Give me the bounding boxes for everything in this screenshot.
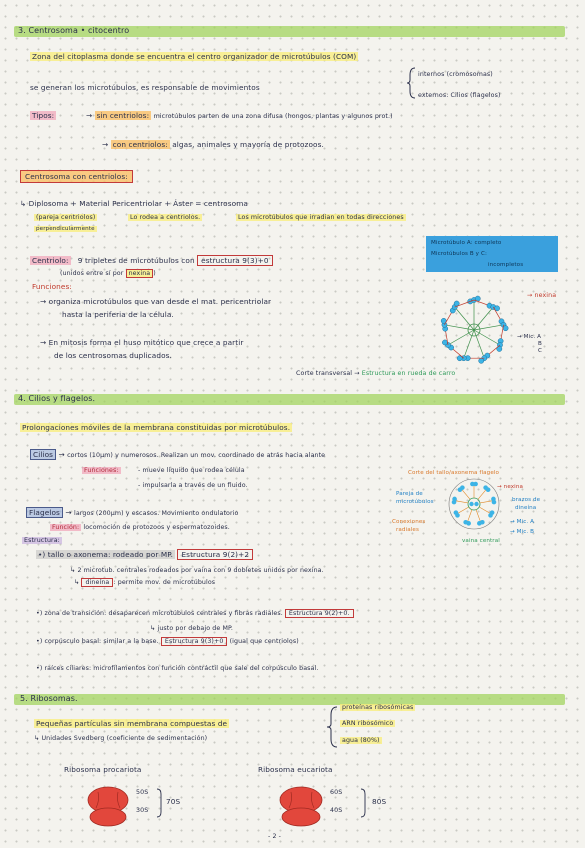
cilios-flagelos-definition: Prolongaciones móviles de la membrana constituidas por microtúbulos. <box>22 423 291 432</box>
tallo-description: ↳ 2 microtub. centrales rodeados por vaina con 9 dobletes unidos por nexina. <box>70 567 324 574</box>
ribosoma-procariota-icon <box>84 786 134 828</box>
procariota-subunidad-mayor: 50S <box>136 789 149 796</box>
axonema-microtubulos-label: microtúbulos <box>396 499 434 505</box>
cilios-definition: Cilios → cortos (10µm) y numerosos. Realizan un mov. coordinado de atrás hacia alante <box>30 450 325 461</box>
axonema-nexina-label: → nexina <box>497 484 523 490</box>
componente-agua: agua (80%) <box>342 737 380 744</box>
dineina-note: ↳ dineína : permite mov. de microtúbulos <box>74 579 216 586</box>
eucariota-subunidad-menor: 40S <box>330 807 343 814</box>
tipos-label: Tipos: <box>32 111 55 120</box>
triplet-microtubule <box>479 358 484 363</box>
tipo-sin-centriolos: → sin centriolos: microtúbulos parten de una zona difusa (hongos, plantas y algunos prot.) <box>86 111 393 120</box>
axonema-dineina-label: dineína <box>515 505 537 511</box>
cartwheel-mic-a-label: → Mic. A <box>517 334 542 340</box>
cartwheel-mic-c-label: C <box>538 348 543 354</box>
axonema-pareja-label: Pareja de <box>396 491 423 497</box>
ribosomas-definition: Pequeñas partículas sin membrana compuestas de <box>36 719 228 728</box>
estructura-label: Estructura: <box>24 537 60 544</box>
axonema-brazos-label: brazos de <box>512 497 541 503</box>
funcion-mitosis-cont: de los centrosomas duplicados. <box>54 351 172 360</box>
centriolo-cartwheel-diagram <box>430 290 530 370</box>
procariota-bracket <box>156 788 164 818</box>
centrosoma-formula: ↳ Diplosoma + Material Pericentriolar + Áster = centrosoma <box>20 199 248 208</box>
centriolo-nexina: (unidos entre sí por nexina ) <box>60 270 156 277</box>
brace-movimientos <box>406 67 416 99</box>
centrosoma-con-centriolos-heading: Centrosoma con centriolos: <box>20 172 133 182</box>
brace-ribosoma-componentes <box>326 706 338 748</box>
zona-transicion: •) zona de transición: desaparecen microtúbulos centrales y fibras radiales. Estructura 9(2)+0. <box>36 609 354 619</box>
axonema-vaina-label: vaina central <box>462 538 500 544</box>
centrosoma-function: se generan los microtúbulos, es responsable de movimientos <box>30 83 260 92</box>
centrosoma-definition: Zona del citoplasma donde se encuentra el centro organizador de microtúbulos (COM) <box>32 52 357 61</box>
funcion-mitosis: → En mitosis forma el huso mitótico que crece a partir <box>40 338 244 347</box>
corpusculo-basal: •) corpúsculo basal: similar a la base. Estructura 9(3)+0 (igual que centriolos) <box>36 638 299 645</box>
formula-perpendicularmente: perpendicularmente <box>36 226 95 232</box>
formula-pareja: (pareja centriolos) <box>36 214 96 221</box>
section-4-highlight <box>14 394 565 405</box>
eucariota-bracket <box>360 788 368 818</box>
ribosoma-procariota-label: Ribosoma procariota <box>64 765 142 774</box>
microtubulo-incompletos-note: incompletos <box>488 262 524 268</box>
triplet-microtubule <box>442 340 447 345</box>
svedberg-note: ↳ Unidades Svedberg (coeficiente de sedimentación) <box>34 735 208 742</box>
cartwheel-mic-b-label: B <box>538 341 542 347</box>
funciones-label: Funciones: <box>32 282 72 291</box>
ribosoma-eucariota-label: Ribosoma eucariota <box>258 765 333 774</box>
triplet-microtubule <box>503 326 508 331</box>
funcion-organiza-cont: hasta la periferia de la célula. <box>62 310 174 319</box>
section-5-highlight <box>14 694 565 705</box>
brace-internos: internos (cromosomas) <box>418 71 493 78</box>
axonema-mic-a-label: → Mic. A <box>510 519 535 525</box>
microtubulo-a-note: Microtúbulo A: completo <box>431 240 502 246</box>
axonema-conexiones-label: Conexiones <box>392 519 426 525</box>
cilios-funcion-2: - impulsarla a través de un fluido. <box>138 482 248 489</box>
axonema-radiales-label: radiales <box>396 527 419 533</box>
flagelos-funcion: Función: locomoción de protozoos y espermatozoides. <box>52 524 230 531</box>
formula-lo-rodea: Lo rodea a centriolos. <box>130 214 201 221</box>
formula-aster: Los microtúbulos que irradian en todas direcciones <box>238 214 404 221</box>
flagelos-definition: Flagelos → largos (200µm) y escasos. Movimiento ondulatorio <box>26 508 238 519</box>
section-4-title: 4. Cilios y flagelos. <box>18 394 96 403</box>
eucariota-subunidad-mayor: 60S <box>330 789 343 796</box>
section-3-title: 3. Centrosoma • citocentro <box>18 26 130 35</box>
cilios-funciones-label: Funciones: <box>84 467 119 474</box>
procariota-subunidad-menor: 30S <box>136 807 149 814</box>
tipo-con-centriolos: → con centriolos: algas, animales y mayoría de protozoos. <box>102 140 324 149</box>
procariota-total: 70S <box>166 797 181 806</box>
centriolo-definition: Centriolo: 9 tripletes de microtúbulos con estructura 9(3)+0 <box>30 256 273 266</box>
componente-arn: ARN ribosómico <box>342 720 394 727</box>
microtubulo-bc-note: Microtúbulos B y C: <box>431 251 487 257</box>
cartwheel-nexina-label: → nexina <box>527 292 557 299</box>
zona-transicion-sub: ↳ justo por debajo de MP. <box>150 625 234 632</box>
section-5-title: 5. Ribosomas. <box>20 694 78 703</box>
componente-proteinas: proteínas ribosómicas <box>342 704 414 711</box>
ribosoma-eucariota-icon <box>276 786 328 828</box>
funcion-organiza: → organiza microtúbulos que van desde el mat. pericentriolar <box>40 297 272 306</box>
eucariota-total: 80S <box>372 797 387 806</box>
page-number: - 2 - <box>268 833 282 840</box>
brace-externos: externos: Cilios (flagelos) <box>418 92 501 99</box>
tallo-axonema: •) tallo o axonema: rodeado por MP. Estructura 9(2)+2 <box>36 550 253 560</box>
axonema-mic-b-label: → Mic. B <box>510 529 535 535</box>
raices-ciliares: •) raíces ciliares: microfilamentos con función contráctil que sale del corpúsculo basal. <box>36 665 319 672</box>
corte-transversal: Corte transversal → Estructura en rueda de carro <box>296 370 456 377</box>
corte-axonema-label: Corte del tallo/axonema flagelo <box>408 470 500 476</box>
cilios-funcion-1: - mueve líquido que rodea célula <box>138 467 245 474</box>
